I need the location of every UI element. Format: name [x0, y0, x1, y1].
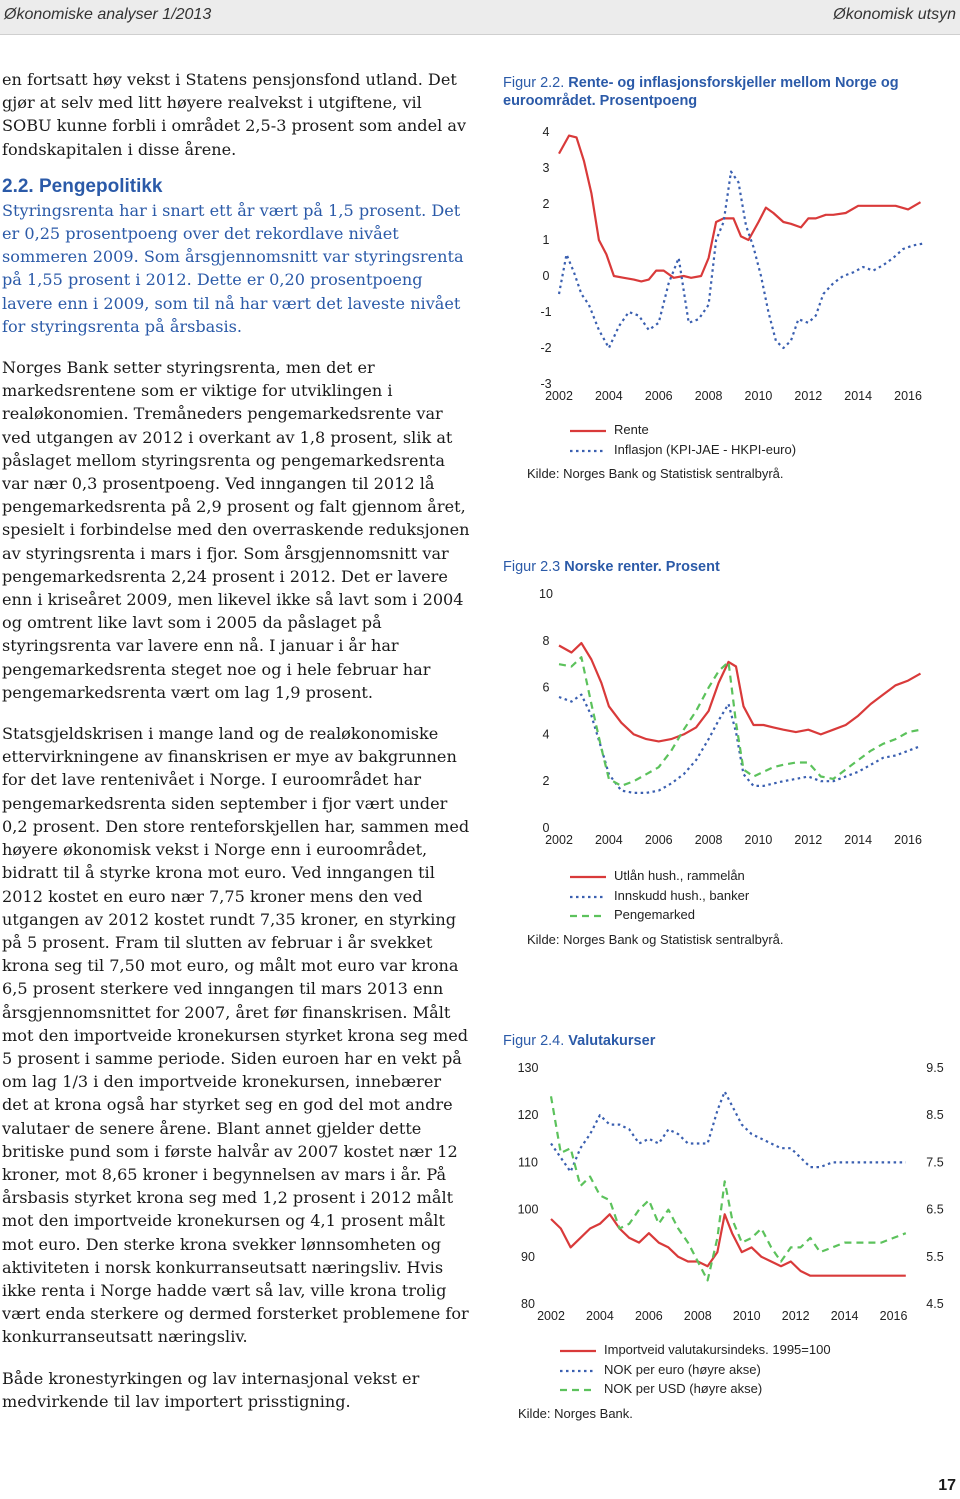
y-right-tick-label: 6.5: [926, 1202, 944, 1217]
y-right-tick-label: 9.5: [926, 1061, 944, 1075]
x-tick-label: 2002: [537, 1309, 565, 1323]
legend-label: Importveid valutakursindeks. 1995=100: [604, 1342, 831, 1357]
x-tick-label: 2014: [844, 389, 873, 403]
y-tick-label: 120: [517, 1108, 539, 1123]
series-line: [559, 136, 921, 282]
y-tick-label: 3: [542, 161, 550, 175]
publication-title: Økonomiske analyser 1/2013: [4, 6, 212, 23]
y-tick-label: 4: [542, 727, 550, 742]
x-tick-label: 2010: [732, 1309, 761, 1323]
y-tick-label: -3: [540, 377, 552, 391]
x-tick-label: 2012: [794, 833, 823, 847]
legend-swatch-dotted: [570, 892, 606, 902]
series-line: [551, 1214, 906, 1275]
y-tick-label: 80: [521, 1297, 535, 1311]
paragraph-2: Statsgjeldskrisen i mange land og de realøkonomiske ettervirkningene av finanskrisen er mye av bakgrunnen for det lave rentenivået i Norge. I euroområdet har pengemarkedsrenta siden september i fjor vært under 0,2 prosent. Den store renteforskjellen har, sammen med høyere økonomisk vekst i Norge enn i euroområdet, bidratt til å styrke krona mot euro. Ved inngangen til 2012 kostet en euro nær 7,75 kroner mens den ved utgangen av 2012 kostet rundt 7,35 kroner, en styrking på 5 prosent. Fram til slutten av februar i år svekket krona seg til 7,50 mot euro, og målt mot euro var krona 6,5 prosent sterkere ved inngangen til mars 2013 enn årsgjennomsnittet for 2007, året før finanskrisen. Målt mot den importveide kronekursen styrket krona seg med 5 prosent i samme periode. Siden euroen har en vekt på om lag 1/3 i den importveide kronekursen, innebærer det at krona også har styrket seg en god del mot andre valutaer de senere årene. Blant annet gjelder dette britiske pund som i første halvår av 2007 kostet nær 12 kroner, mot 8,65 kroner i begynnelsen av mars i år. På årsbasis styrket krona seg med 1,2 prosent i 2012 målt mot den importveide kronekursen og 4,1 prosent målt mot euro. Den sterke krona svekker lønnsomheten og aktiviteten i norsk konkurranseutsatt næringsliv. Hvis ikke renta i Norge hadde vært så lav, ville krona trolig vært enda sterkere og dermed forsterket problemene for konkurranseutsatt næringsliv.: [2, 724, 470, 1347]
figure-2-3-title: [503, 558, 720, 576]
page-number: 17: [938, 1477, 956, 1494]
x-tick-label: 2010: [744, 833, 773, 847]
x-tick-label: 2002: [545, 389, 573, 403]
y-tick-label: 4: [542, 125, 550, 139]
y-tick-label: 1: [542, 233, 550, 247]
legend-label: Rente: [614, 422, 649, 437]
page-header: [0, 0, 960, 35]
figure-2-4-title: [503, 1032, 655, 1050]
x-tick-label: 2016: [894, 389, 922, 403]
legend-item: [570, 907, 950, 927]
y-tick-label: 8: [542, 633, 550, 648]
x-tick-label: 2006: [634, 1309, 663, 1323]
x-tick-label: 2008: [694, 389, 723, 403]
y-tick-label: 90: [521, 1249, 535, 1264]
legend-label: Utlån hush., rammelån: [614, 868, 745, 883]
chart-rente-inflasjon: [503, 112, 953, 407]
y-tick-label: 2: [542, 197, 550, 211]
y-tick-label: 2: [542, 774, 550, 789]
y-right-tick-label: 5.5: [926, 1249, 944, 1264]
paragraph-intro: en fortsatt høy vekst i Statens pensjonsfond utland. Det gjør at selv med litt høyere realvekst i utgiftene, vil SOBU kunne forbli i området 2,5-3 prosent som andel av fondskapitalen i disse årene.: [2, 70, 467, 159]
x-tick-label: 2006: [644, 833, 673, 847]
x-tick-label: 2016: [894, 833, 922, 847]
legend-item: [560, 1342, 950, 1362]
legend-label: Innskudd hush., banker: [614, 887, 750, 903]
legend-swatch-dotted: [570, 446, 606, 456]
series-line: [559, 172, 923, 348]
series-line: [559, 643, 921, 741]
legend-swatch-dotted: [560, 1366, 596, 1376]
legend-label: Inflasjon (KPI-JAE - HKPI-euro): [614, 442, 797, 457]
y-tick-label: 130: [517, 1061, 539, 1075]
x-tick-label: 2002: [545, 833, 573, 847]
x-tick-label: 2014: [830, 1309, 859, 1323]
x-tick-label: 2004: [586, 1309, 614, 1323]
figure-caption: Rente- og inflasjonsforskjeller mellom Norge og euroområdet. Prosentpoeng: [503, 75, 899, 109]
legend-fig-2-4: [560, 1342, 950, 1401]
body-text-column: [2, 68, 472, 1413]
y-tick-label: 0: [542, 821, 550, 835]
legend-item: [570, 442, 950, 462]
y-tick-label: -1: [540, 305, 552, 319]
x-tick-label: 2004: [594, 389, 623, 403]
source-fig-2-3: Kilde: Norges Bank og Statistisk sentralbyrå.: [527, 932, 784, 947]
chart-norske-renter: [503, 582, 953, 852]
series-line: [551, 1092, 906, 1172]
figure-number: Figur 2.3: [503, 559, 565, 575]
x-tick-label: 2010: [744, 389, 773, 403]
y-tick-label: 10: [539, 587, 553, 601]
source-fig-2-2: Kilde: Norges Bank og Statistisk sentralbyrå.: [527, 466, 784, 481]
figure-caption: Valutakurser: [568, 1033, 656, 1049]
figure-2-2: [503, 74, 953, 110]
y-tick-label: 110: [518, 1155, 538, 1170]
x-tick-label: 2006: [644, 389, 673, 403]
legend-swatch-solid: [570, 426, 606, 436]
x-tick-label: 2008: [683, 1309, 712, 1323]
figure-number: Figur 2.4.: [503, 1033, 569, 1049]
y-right-tick-label: 8.5: [926, 1108, 944, 1123]
legend-swatch-solid: [570, 872, 606, 882]
y-right-tick-label: 7.5: [926, 1155, 944, 1170]
legend-label: Pengemarked: [614, 907, 695, 922]
paragraph-1: Norges Bank setter styringsrenta, men det er markedsrentene som er viktige for utviklingen i realøkonomien. Tremåneders pengemarkedsrente var ved utgangen av 2012 i overkant av 1,8 prosent, slik at påslaget mellom styringsrenta og pengemarkedsrenta var nær 0,3 prosentpoeng. Ved inngangen til 2012 lå pengemarkedsrenta på 2,9 prosent og falt gjennom året, spesielt i forbindelse med den overraskende reduksjonen av styringsrenta i mars i fjor. Som årsgjennomsnitt var pengemarkedsrenta 2,24 prosent i 2012. Det er lavere enn i kriseåret 2009, men likevel ikke så lavt som i 2004 og omtrent like lavt som i 2005 da påslaget på styringsrenta var lavere enn nå. I januar i år har pengemarkedsrenta steget noe og i hele februar har pengemarkedsrenta vært om lag 1,9 prosent.: [2, 358, 470, 702]
series-line: [551, 1096, 906, 1280]
chart-valutakurser: [503, 1056, 953, 1331]
legend-item: [570, 888, 950, 908]
figure-caption: Norske renter. Prosent: [564, 559, 720, 575]
y-right-tick-label: 4.5: [926, 1297, 944, 1311]
source-fig-2-4: Kilde: Norges Bank.: [518, 1406, 633, 1421]
x-tick-label: 2004: [594, 833, 623, 847]
lead-paragraph: Styringsrenta har i snart ett år vært på 1,5 prosent. Det er 0,25 prosentpoeng over det rekordlave nivået sommeren 2009. Som årsgjennomsnitt var styringsrenta på 1,55 prosent i 2012. Dette er 0,20 prosentpoeng lavere enn i 2009, som til nå har vært det laveste nivået for styringsrenta på årsbasis.: [2, 200, 464, 336]
legend-swatch-dashed: [560, 1385, 596, 1395]
figure-title: [503, 74, 953, 110]
x-tick-label: 2012: [794, 389, 823, 403]
y-tick-label: 0: [542, 269, 550, 283]
legend-label: NOK per USD (høyre akse): [604, 1381, 763, 1396]
y-tick-label: 100: [517, 1202, 539, 1217]
x-tick-label: 2012: [781, 1309, 810, 1323]
legend-fig-2-2: [570, 422, 950, 462]
section-heading: 2.2. Pengepolitikk: [2, 175, 163, 197]
paragraph-3: Både kronestyrkingen og lav internasjonal vekst er medvirkende til lav importert prisstigning.: [2, 1368, 420, 1411]
legend-item: [560, 1362, 950, 1382]
legend-label: NOK per euro (høyre akse): [604, 1361, 761, 1377]
x-tick-label: 2008: [694, 833, 723, 847]
y-tick-label: -2: [540, 341, 552, 355]
legend-item: [560, 1381, 950, 1401]
legend-item: [570, 422, 950, 442]
section-title: Økonomisk utsyn: [833, 6, 956, 23]
x-tick-label: 2016: [879, 1309, 908, 1323]
legend-fig-2-3: [570, 868, 950, 927]
y-tick-label: 6: [542, 680, 550, 695]
legend-swatch-dashed: [570, 911, 606, 921]
figure-number: Figur 2.2.: [503, 75, 569, 91]
legend-swatch-solid: [560, 1346, 596, 1356]
x-tick-label: 2014: [844, 833, 873, 847]
legend-item: [570, 868, 950, 888]
